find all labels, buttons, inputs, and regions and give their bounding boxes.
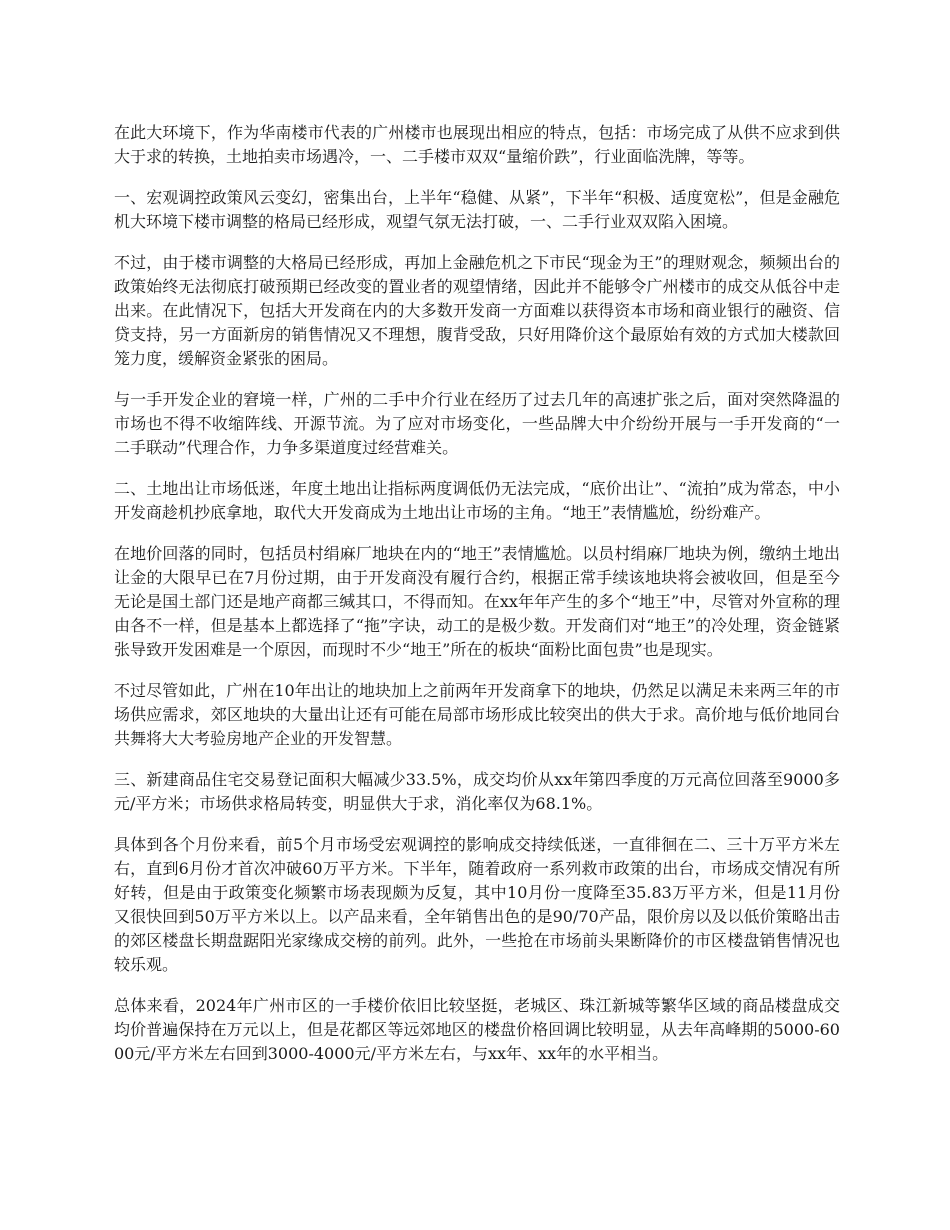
paragraph-summary: 总体来看，2024年广州市区的一手楼价依旧比较坚挺，老城区、珠江新城等繁华区域的商品楼盘成交均价普遍保持在万元以上，但是花都区等远郊地区的楼盘价格回调比较明显，从去年高峰期的5000-6000元/平方米左右回到3000-4000元/平方米左右，与xx年、xx年的水平相当。 bbox=[114, 996, 840, 1063]
paragraph-land-king: 在地价回落的同时，包括员村绢麻厂地块在内的“地王”表情尴尬。以员村绢麻厂地块为例，缴纳土地出让金的大限早已在7月份过期，由于开发商没有履行合约，根据正常手续该地块将会被收回，但是至今无论是国土部门还是地产商都三缄其口，不得而知。在xx年年产生的多个“地王”中，尽管对外宣称的理由各不一样，但是基本上都选择了“拖”字诀，动工的是极少数。开发商们对“地王”的冷处理，资金链紧张导致开发困难是一个原因，而现时不少“地王”所在的板块“面粉比面包贵”也是现实。 bbox=[114, 544, 840, 659]
paragraph-land-market: 二、土地出让市场低迷，年度土地出让指标两度调低仍无法完成，“底价出让”、“流拍”成为常态，中小开发商趁机抄底拿地，取代大开发商成为土地出让市场的主角。“地王”表情尴尬，纷纷难产。 bbox=[114, 479, 840, 522]
document-page bbox=[114, 121, 840, 1083]
paragraph-new-housing: 三、新建商品住宅交易登记面积大幅减少33.5%，成交均价从xx年第四季度的万元高位回落至9000多元/平方米；市场供求格局转变，明显供大于求，消化率仅为68.1%。 bbox=[114, 770, 840, 813]
paragraph-supply: 不过尽管如此，广州在10年出让的地块加上之前两年开发商拿下的地块，仍然足以满足未来两三年的市场供应需求，郊区地块的大量出让还有可能在局部市场形成比较突出的供大于求。高价地与低价地同台共舞将大大考验房地产企业的开发智慧。 bbox=[114, 681, 840, 748]
paragraph-market-adjustment: 不过，由于楼市调整的大格局已经形成，再加上金融危机之下市民“现金为王”的理财观念，频频出台的政策始终无法彻底打破预期已经改变的置业者的观望情绪，因此并不能够令广州楼市的成交从低谷中走出来。在此情况下，包括大开发商在内的大多数开发商一方面难以获得资本市场和商业银行的融资、信贷支持，另一方面新房的销售情况又不理想，腹背受敌，只好用降价这个最原始有效的方式加大楼款回笼力度，缓解资金紧张的困局。 bbox=[114, 253, 840, 368]
paragraph-policy: 一、宏观调控政策风云变幻，密集出台，上半年“稳健、从紧”，下半年“积极、适度宽松”，但是金融危机大环境下楼市调整的格局已经形成，观望气氛无法打破，一、二手行业双双陷入困境。 bbox=[114, 188, 840, 231]
paragraph-monthly: 具体到各个月份来看，前5个月市场受宏观调控的影响成交持续低迷，一直徘徊在二、三十万平方米左右，直到6月份才首次冲破60万平方米。下半年，随着政府一系列救市政策的出台，市场成交情况有所好转，但是由于政策变化频繁市场表现颇为反复，其中10月份一度降至35.83万平方米，但是11月份又很快回到50万平方米以上。以产品来看，全年销售出色的是90/70产品，限价房以及以低价策略出击的郊区楼盘长期盘踞阳光家缘成交榜的前列。此外，一些抢在市场前头果断降价的市区楼盘销售情况也较乐观。 bbox=[114, 835, 840, 974]
paragraph-intro: 在此大环境下，作为华南楼市代表的广州楼市也展现出相应的特点，包括：市场完成了从供不应求到供大于求的转换，土地拍卖市场遇冷，一、二手楼市双双“量缩价跌”，行业面临洗牌，等等。 bbox=[114, 123, 840, 166]
paragraph-agency: 与一手开发企业的窘境一样，广州的二手中介行业在经历了过去几年的高速扩张之后，面对突然降温的市场也不得不收缩阵线、开源节流。为了应对市场变化，一些品牌大中介纷纷开展与一手开发商的“一二手联动”代理合作，力争多渠道度过经营难关。 bbox=[114, 390, 840, 457]
